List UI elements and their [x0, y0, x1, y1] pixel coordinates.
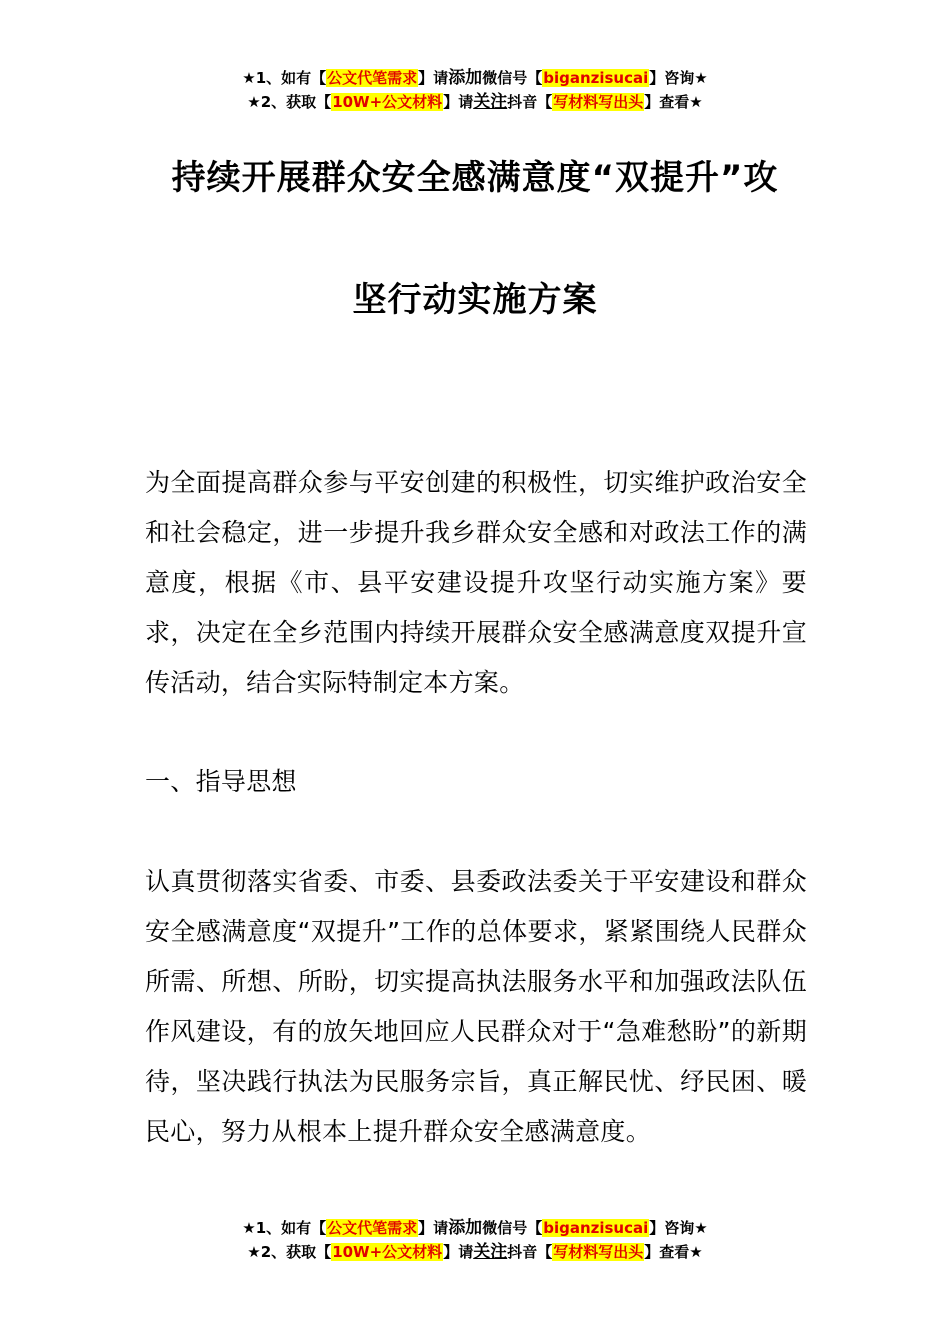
banner-line-1	[0, 66, 950, 90]
footer-banner	[0, 1216, 950, 1264]
banner-emphasis: 关注	[473, 92, 508, 112]
banner-highlight: 写材料写出头	[553, 93, 644, 111]
banner-highlight: 公文代笔需求	[327, 69, 418, 87]
banner-text: 】查看★	[644, 93, 703, 111]
banner-emphasis: 添加	[448, 1218, 483, 1238]
banner-text: 】请	[418, 1219, 449, 1237]
document-title-line-1: 持续开展群众安全感满意度“双提升”攻	[171, 158, 779, 198]
banner-highlight: 10W+公文材料	[332, 1243, 443, 1261]
banner-text: 】请	[443, 93, 474, 111]
section-paragraph: 认真贯彻落实省委、市委、县委政法委关于平安建设和群众安全感满意度“双提升”工作的总体要求，紧紧围绕人民群众所需、所想、所盼，切实提高执法服务水平和加强政法队伍作风建设，有的放矢地回应人民群众对于“急难愁盼”的新期待，坚决践行执法为民服务宗旨，真正解民忧、纾民困、暖民心，努力从根本上提升群众安全感满意度。	[145, 867, 807, 1146]
banner-highlight: 公文代笔需求	[327, 1219, 418, 1237]
banner-text: 微信号【	[482, 1219, 543, 1237]
banner-text: ★1、如有【	[242, 69, 327, 87]
banner-text: ★2、获取【	[247, 1243, 332, 1261]
intro-paragraph: 为全面提高群众参与平安创建的积极性，切实维护政治安全和社会稳定，进一步提升我乡群众安全感和对政法工作的满意度，根据《市、县平安建设提升攻坚行动实施方案》要求，决定在全乡范围内持续开展群众安全感满意度双提升宣传活动，结合实际特制定本方案。	[145, 468, 807, 697]
banner-text: 】咨询★	[649, 69, 708, 87]
banner-line-2	[0, 90, 950, 114]
banner-text: 】查看★	[644, 1243, 703, 1261]
banner-text: ★2、获取【	[247, 93, 332, 111]
banner-text: 】咨询★	[649, 1219, 708, 1237]
section-heading: 一、指导思想	[145, 767, 297, 796]
banner-line-2	[0, 1240, 950, 1264]
banner-highlight: 写材料写出头	[553, 1243, 644, 1261]
banner-text: 】请	[418, 69, 449, 87]
banner-highlight: 10W+公文材料	[332, 93, 443, 111]
banner-text: 抖音【	[507, 93, 553, 111]
banner-highlight: biganzisucai	[543, 1219, 649, 1237]
banner-emphasis: 关注	[473, 1242, 508, 1262]
banner-text: 】请	[443, 1243, 474, 1261]
banner-emphasis: 添加	[448, 68, 483, 88]
banner-text: 微信号【	[482, 69, 543, 87]
banner-line-1	[0, 1216, 950, 1240]
document-title-line-2: 坚行动实施方案	[352, 280, 598, 320]
banner-text: ★1、如有【	[242, 1219, 327, 1237]
banner-text: 抖音【	[507, 1243, 553, 1261]
header-banner	[0, 66, 950, 114]
banner-highlight: biganzisucai	[543, 69, 649, 87]
